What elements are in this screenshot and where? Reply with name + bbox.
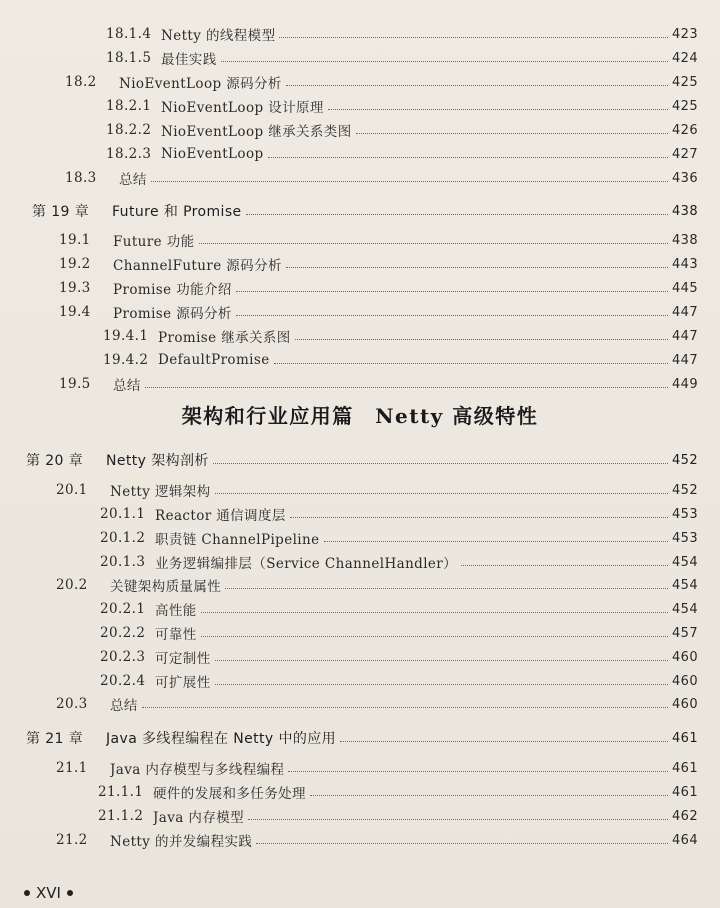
entry-number: 20.3 [56, 696, 88, 712]
chapter-number: 第 19 章 [32, 204, 90, 220]
entry-title: DefaultPromise [158, 352, 270, 368]
leader-dots [279, 37, 668, 38]
entry-title: 总结 [113, 378, 141, 394]
entry-number: 18.3 [65, 170, 97, 186]
toc-entry [106, 46, 698, 70]
entry-page: 461 [671, 760, 698, 776]
entry-number: 20.1.1 [100, 506, 146, 522]
entry-number: 19.1 [59, 232, 91, 248]
entry-title: 业务逻辑编排层（Service ChannelHandler） [155, 556, 458, 572]
entry-number: 20.2.3 [100, 649, 146, 665]
leader-dots [215, 684, 668, 685]
entry-number: 19.4.2 [103, 352, 149, 368]
entry-page: 452 [671, 452, 698, 468]
toc-entry [59, 228, 698, 252]
bullet-dot-icon [67, 890, 73, 896]
toc-chapter-entry [26, 726, 698, 750]
entry-number: 19.3 [59, 280, 91, 296]
entry-number: 20.1 [56, 482, 88, 498]
toc-entry [106, 118, 698, 142]
leader-dots [274, 363, 668, 364]
entry-title: 高性能 [155, 603, 197, 619]
entry-title: NioEventLoop [161, 146, 264, 162]
entry-number: 20.2.1 [100, 601, 146, 617]
leader-dots [286, 267, 668, 268]
entry-number: 20.2.4 [100, 673, 146, 689]
toc-entry [100, 502, 698, 526]
entry-page: 438 [671, 232, 698, 248]
page-footer [24, 884, 73, 902]
leader-dots [142, 707, 668, 708]
toc-chapter-entry [26, 448, 698, 472]
entry-page: 454 [671, 577, 698, 593]
toc-entry [100, 526, 698, 550]
leader-dots [215, 660, 668, 661]
entry-page: 426 [671, 122, 698, 138]
entry-number: 20.1.3 [100, 554, 146, 570]
entry-page: 461 [671, 784, 698, 800]
entry-title: 最佳实践 [161, 52, 217, 68]
toc-entry [106, 94, 698, 118]
entry-number: 21.2 [56, 832, 88, 848]
leader-dots [290, 517, 668, 518]
entry-number: 18.2 [65, 74, 97, 90]
entry-page: 454 [671, 554, 698, 570]
entry-title: 职责链 ChannelPipeline [155, 532, 320, 548]
toc-entry [65, 166, 698, 190]
leader-dots [295, 339, 668, 340]
toc-entry [106, 142, 698, 166]
entry-title: 可靠性 [155, 627, 197, 643]
entry-page: 443 [671, 256, 698, 272]
entry-number: 20.2.2 [100, 625, 146, 641]
leader-dots [221, 61, 668, 62]
entry-page: 461 [671, 730, 698, 746]
toc-entry [59, 276, 698, 300]
leader-dots [340, 741, 668, 742]
entry-number: 19.2 [59, 256, 91, 272]
entry-title: Future 功能 [113, 234, 195, 250]
toc-entry [56, 692, 698, 716]
entry-page: 438 [671, 203, 698, 219]
entry-title: Promise 继承关系图 [158, 330, 291, 346]
entry-title: NioEventLoop 继承关系类图 [161, 124, 352, 140]
leader-dots [286, 85, 668, 86]
entry-number: 19.4 [59, 304, 91, 320]
leader-dots [199, 243, 668, 244]
entry-number: 18.2.3 [106, 146, 152, 162]
leader-dots [268, 157, 668, 158]
entry-title: 可扩展性 [155, 675, 211, 691]
entry-page: 423 [671, 26, 698, 42]
leader-dots [288, 771, 668, 772]
entry-title: 可定制性 [155, 651, 211, 667]
entry-number: 21.1 [56, 760, 88, 776]
leader-dots [310, 795, 668, 796]
toc-entry [103, 348, 698, 372]
entry-page: 460 [671, 673, 698, 689]
entry-title: Java 内存模型与多线程编程 [110, 762, 285, 778]
toc-entry [100, 597, 698, 621]
toc-entry [100, 621, 698, 645]
toc-entry [56, 828, 698, 852]
entry-page: 460 [671, 696, 698, 712]
entry-number: 18.2.1 [106, 98, 152, 114]
entry-title: Netty 的并发编程实践 [110, 834, 253, 850]
entry-page: 425 [671, 98, 698, 114]
toc-entry [59, 372, 698, 396]
entry-title: Promise 功能介绍 [113, 282, 232, 298]
entry-page: 453 [671, 506, 698, 522]
chapter-title: Netty 架构剖析 [106, 453, 209, 469]
leader-dots [246, 214, 668, 215]
entry-title: 关键架构质量属性 [110, 579, 222, 595]
entry-title: NioEventLoop 源码分析 [119, 76, 282, 92]
entry-number: 20.2 [56, 577, 88, 593]
entry-number: 18.1.4 [106, 26, 152, 42]
leader-dots [248, 819, 668, 820]
entry-title: 总结 [119, 172, 147, 188]
entry-page: 449 [671, 376, 698, 392]
chapter-title: Future 和 Promise [112, 204, 242, 220]
leader-dots [151, 181, 668, 182]
leader-dots [236, 315, 668, 316]
entry-page: 447 [671, 328, 698, 344]
toc-entry [59, 252, 698, 276]
toc-entry [56, 478, 698, 502]
leader-dots [213, 463, 668, 464]
entry-page: 424 [671, 50, 698, 66]
leader-dots [201, 636, 668, 637]
leader-dots [215, 493, 668, 494]
entry-page: 453 [671, 530, 698, 546]
entry-title: Reactor 通信调度层 [155, 508, 286, 524]
entry-title: Netty 逻辑架构 [110, 484, 211, 500]
entry-title: ChannelFuture 源码分析 [113, 258, 282, 274]
entry-page: 460 [671, 649, 698, 665]
entry-page: 445 [671, 280, 698, 296]
leader-dots [256, 843, 668, 844]
toc-entry [98, 804, 698, 828]
entry-page: 447 [671, 352, 698, 368]
entry-page: 425 [671, 74, 698, 90]
page-number: XVI [36, 884, 61, 902]
entry-number: 19.4.1 [103, 328, 149, 344]
toc-entry [65, 70, 698, 94]
toc-entry [103, 324, 698, 348]
chapter-title: Java 多线程编程在 Netty 中的应用 [106, 731, 337, 747]
entry-title: Java 内存模型 [153, 810, 245, 826]
entry-title: 总结 [110, 698, 138, 714]
entry-number: 21.1.1 [98, 784, 144, 800]
entry-page: 427 [671, 146, 698, 162]
leader-dots [356, 133, 668, 134]
leader-dots [236, 291, 668, 292]
leader-dots [324, 541, 668, 542]
toc-entry [56, 573, 698, 597]
entry-title: Promise 源码分析 [113, 306, 232, 322]
toc-entry [56, 756, 698, 780]
toc-entry [100, 645, 698, 669]
leader-dots [145, 387, 668, 388]
entry-page: 457 [671, 625, 698, 641]
entry-number: 20.1.2 [100, 530, 146, 546]
entry-page: 464 [671, 832, 698, 848]
leader-dots [225, 588, 668, 589]
entry-title: 硬件的发展和多任务处理 [153, 786, 306, 802]
chapter-number: 第 21 章 [26, 731, 84, 747]
entry-page: 447 [671, 304, 698, 320]
entry-page: 436 [671, 170, 698, 186]
entry-number: 18.2.2 [106, 122, 152, 138]
entry-number: 19.5 [59, 376, 91, 392]
entry-page: 454 [671, 601, 698, 617]
entry-page: 462 [671, 808, 698, 824]
leader-dots [201, 612, 668, 613]
bullet-dot-icon [24, 890, 30, 896]
leader-dots [328, 109, 668, 110]
part-title: 架构和行业应用篇 Netty 高级特性 [181, 404, 539, 428]
entry-number: 21.1.2 [98, 808, 144, 824]
toc-entry [59, 300, 698, 324]
toc-entry [100, 550, 698, 574]
entry-page: 452 [671, 482, 698, 498]
entry-title: NioEventLoop 设计原理 [161, 100, 324, 116]
chapter-number: 第 20 章 [26, 453, 84, 469]
entry-number: 18.1.5 [106, 50, 152, 66]
leader-dots [461, 565, 668, 566]
toc-entry [106, 22, 698, 46]
entry-title: Netty 的线程模型 [161, 28, 276, 44]
toc-entry [98, 780, 698, 804]
toc-chapter-entry [32, 199, 698, 223]
toc-entry [100, 669, 698, 693]
